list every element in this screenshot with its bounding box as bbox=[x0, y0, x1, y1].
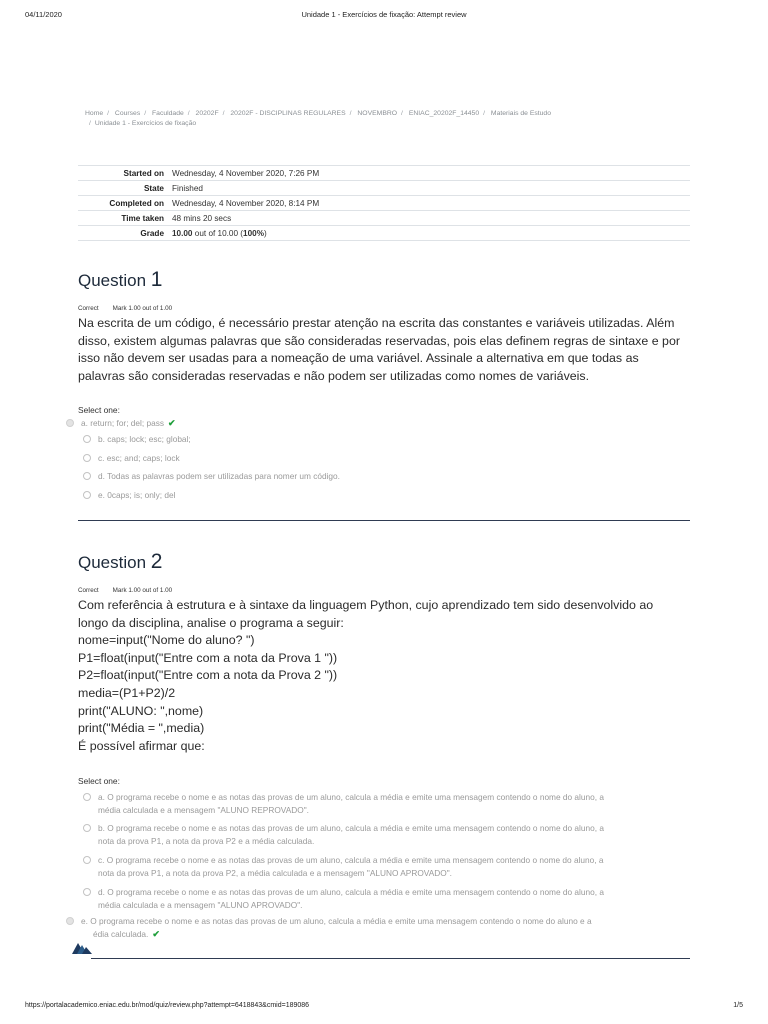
q2-option-d[interactable] bbox=[83, 886, 604, 912]
print-date: 04/11/2020 bbox=[25, 10, 62, 19]
question-number: 2 bbox=[150, 550, 163, 573]
option-label: a. return; for; del; pass bbox=[81, 418, 165, 428]
radio-button[interactable] bbox=[83, 472, 91, 480]
q1-option-e[interactable] bbox=[83, 489, 175, 502]
option-label: b. caps; lock; esc; global; bbox=[98, 434, 191, 444]
check-icon: ✔ bbox=[168, 418, 176, 428]
q2-option-e[interactable] bbox=[66, 915, 592, 941]
completed-on-label: Completed on bbox=[109, 198, 164, 208]
option-label: c. esc; and; caps; lock bbox=[98, 453, 180, 463]
question-1-title bbox=[78, 268, 162, 292]
radio-button[interactable] bbox=[83, 435, 91, 443]
breadcrumb-materials[interactable]: Materiais de Estudo bbox=[490, 110, 551, 117]
started-on-label: Started on bbox=[123, 168, 164, 178]
radio-button[interactable] bbox=[83, 793, 91, 801]
started-on-value: Wednesday, 4 November 2020, 7:26 PM bbox=[172, 168, 320, 178]
code-line: media=(P1+P2)/2 bbox=[78, 685, 176, 700]
code-line: nome=input("Nome do aluno? ") bbox=[78, 633, 255, 648]
time-taken-value: 48 mins 20 secs bbox=[172, 213, 232, 223]
option-label: a. O programa recebe o nome e as notas das provas de um aluno, calcula a média e emite uma mensagem contendo o nome do aluno, a média calculada e a mensagem "ALUNO REPROVADO". bbox=[98, 792, 604, 815]
question-text-line: palavras são consideradas reservadas e não podem ser utilizadas como nomes de variáveis. bbox=[78, 368, 590, 383]
breadcrumb-month[interactable]: NOVEMBRO bbox=[357, 110, 398, 117]
summary-row-grade bbox=[78, 226, 690, 241]
q2-option-a[interactable] bbox=[83, 791, 604, 817]
question-status: Correct bbox=[78, 587, 99, 594]
question-1-meta bbox=[78, 305, 172, 312]
question-status: Correct bbox=[78, 305, 99, 312]
radio-button[interactable] bbox=[83, 824, 91, 832]
radio-button[interactable] bbox=[83, 454, 91, 462]
code-line: print("ALUNO: ",nome) bbox=[78, 703, 204, 718]
grade-out-of: out of 10.00 bbox=[194, 228, 239, 238]
logo-icon bbox=[72, 941, 92, 954]
print-title: Unidade 1 - Exercícios de fixação: Attempt review bbox=[301, 10, 467, 19]
breadcrumb-faculdade[interactable]: Faculdade bbox=[152, 110, 184, 117]
question-text-line: Com referência à estrutura e à sintaxe da linguagem Python, cujo aprendizado tem sido desenvolvido ao bbox=[78, 598, 654, 612]
grade-label: Grade bbox=[140, 228, 164, 238]
breadcrumb-semester[interactable]: 20202F bbox=[195, 110, 219, 117]
q1-option-c[interactable] bbox=[83, 452, 180, 465]
q1-option-d[interactable] bbox=[83, 470, 340, 483]
summary-row-completed bbox=[78, 196, 690, 211]
q1-option-b[interactable] bbox=[83, 433, 191, 446]
q1-option-a[interactable] bbox=[66, 417, 176, 430]
question-text-line: disso, existem algumas palavras que são consideradas reservadas, pois elas definem regras de sintaxe e por bbox=[78, 333, 680, 348]
code-line: P2=float(input("Entre com a nota da Prova 2 ")) bbox=[78, 668, 338, 683]
question-word: Question bbox=[78, 553, 147, 572]
option-label: b. O programa recebe o nome e as notas das provas de um aluno, calcula a média e emite uma mensagem contendo o nome do aluno, a nota da prova P1, a nota da prova P2 e a média calculada. bbox=[98, 823, 604, 846]
question-text-line: isso não devem ser usadas para a nomeação de uma variável. Assinale a alternativa em que todas as bbox=[78, 351, 639, 366]
radio-button[interactable] bbox=[83, 888, 91, 896]
option-label: e. 0caps; is; only; del bbox=[98, 490, 176, 500]
print-url: https://portalacademico.eniac.edu.br/mod/quiz/review.php?attempt=6418843&cmid=189086 bbox=[25, 1002, 310, 1009]
radio-button[interactable] bbox=[83, 856, 91, 864]
question-text-line: É possível afirmar que: bbox=[78, 738, 205, 753]
question-2-title bbox=[78, 550, 162, 574]
question-word: Question bbox=[78, 271, 147, 290]
question-mark: Mark 1.00 out of 1.00 bbox=[112, 305, 173, 312]
summary-row-state bbox=[78, 181, 690, 196]
grade-percent: 100% bbox=[243, 228, 264, 238]
summary-row-time bbox=[78, 211, 690, 226]
radio-button[interactable] bbox=[66, 419, 74, 427]
breadcrumb-home[interactable]: Home bbox=[85, 110, 104, 117]
attempt-summary-table bbox=[78, 165, 690, 241]
question-number: 1 bbox=[150, 268, 163, 291]
print-header bbox=[25, 10, 743, 22]
page-number: 1/5 bbox=[733, 1002, 743, 1009]
radio-button[interactable] bbox=[83, 491, 91, 499]
question-text-line: longo da disciplina, analise o programa a seguir: bbox=[78, 615, 344, 630]
code-line: P1=float(input("Entre com a nota da Prova 1 ")) bbox=[78, 650, 338, 665]
breadcrumb: Home / Courses / Faculdade / 20202F / 20202F - DISCIPLINAS REGULARES / NOVEMBRO / ENIAC_20202F_14450 / Materiais de Estudo / Unidade 1 - Exercícios de fixação bbox=[85, 110, 551, 127]
state-label: State bbox=[143, 183, 164, 193]
breadcrumb-course[interactable]: ENIAC_20202F_14450 bbox=[408, 110, 480, 117]
question-2-meta bbox=[78, 587, 172, 594]
code-line: print("Média = ",media) bbox=[78, 721, 205, 736]
q2-option-b[interactable] bbox=[83, 822, 604, 848]
select-one-label: Select one: bbox=[78, 405, 120, 415]
state-value: Finished bbox=[172, 183, 203, 193]
option-label: d. O programa recebe o nome e as notas das provas de um aluno, calcula a média e emite uma mensagem contendo o nome do aluno, a média calculada e a mensagem "ALUNO APROVADO". bbox=[98, 887, 604, 910]
time-taken-label: Time taken bbox=[121, 213, 164, 223]
summary-row-started bbox=[78, 166, 690, 181]
q2-option-c[interactable] bbox=[83, 854, 603, 880]
radio-button[interactable] bbox=[66, 917, 74, 925]
option-label: c. O programa recebe o nome e as notas das provas de um aluno, calcula a média e emite uma mensagem contendo o nome do aluno, a nota da prova P1, a nota da prova P2, a média calculada e a mensagem "ALUNO APROVADO". bbox=[98, 855, 604, 878]
breadcrumb-disciplinas[interactable]: 20202F - DISCIPLINAS REGULARES bbox=[230, 110, 346, 117]
breadcrumb-courses[interactable]: Courses bbox=[114, 110, 141, 117]
question-text-line: Na escrita de um código, é necessário prestar atenção na escrita das constantes e variáveis utilizadas. Além bbox=[78, 316, 675, 330]
grade-score: 10.00 bbox=[172, 228, 193, 238]
option-label: e. O programa recebe o nome e as notas das provas de um aluno, calcula a média e emite uma mensagem contendo o nome do aluno e a édia calculada. ✔ bbox=[81, 916, 592, 939]
check-icon: ✔ bbox=[152, 929, 160, 939]
question-1-text bbox=[78, 315, 690, 385]
option-label: d. Todas as palavras podem ser utilizadas para nomer um código. bbox=[98, 471, 340, 481]
question-mark: Mark 1.00 out of 1.00 bbox=[112, 587, 173, 594]
completed-on-value: Wednesday, 4 November 2020, 8:14 PM bbox=[172, 198, 320, 208]
question-2-text bbox=[78, 597, 690, 755]
breadcrumb-current[interactable]: Unidade 1 - Exercícios de fixação bbox=[94, 120, 197, 127]
select-one-label: Select one: bbox=[78, 776, 120, 786]
grade-value: 10.00 out of 10.00 (100%) bbox=[172, 228, 267, 238]
question-divider bbox=[91, 958, 690, 959]
question-divider bbox=[78, 520, 690, 521]
